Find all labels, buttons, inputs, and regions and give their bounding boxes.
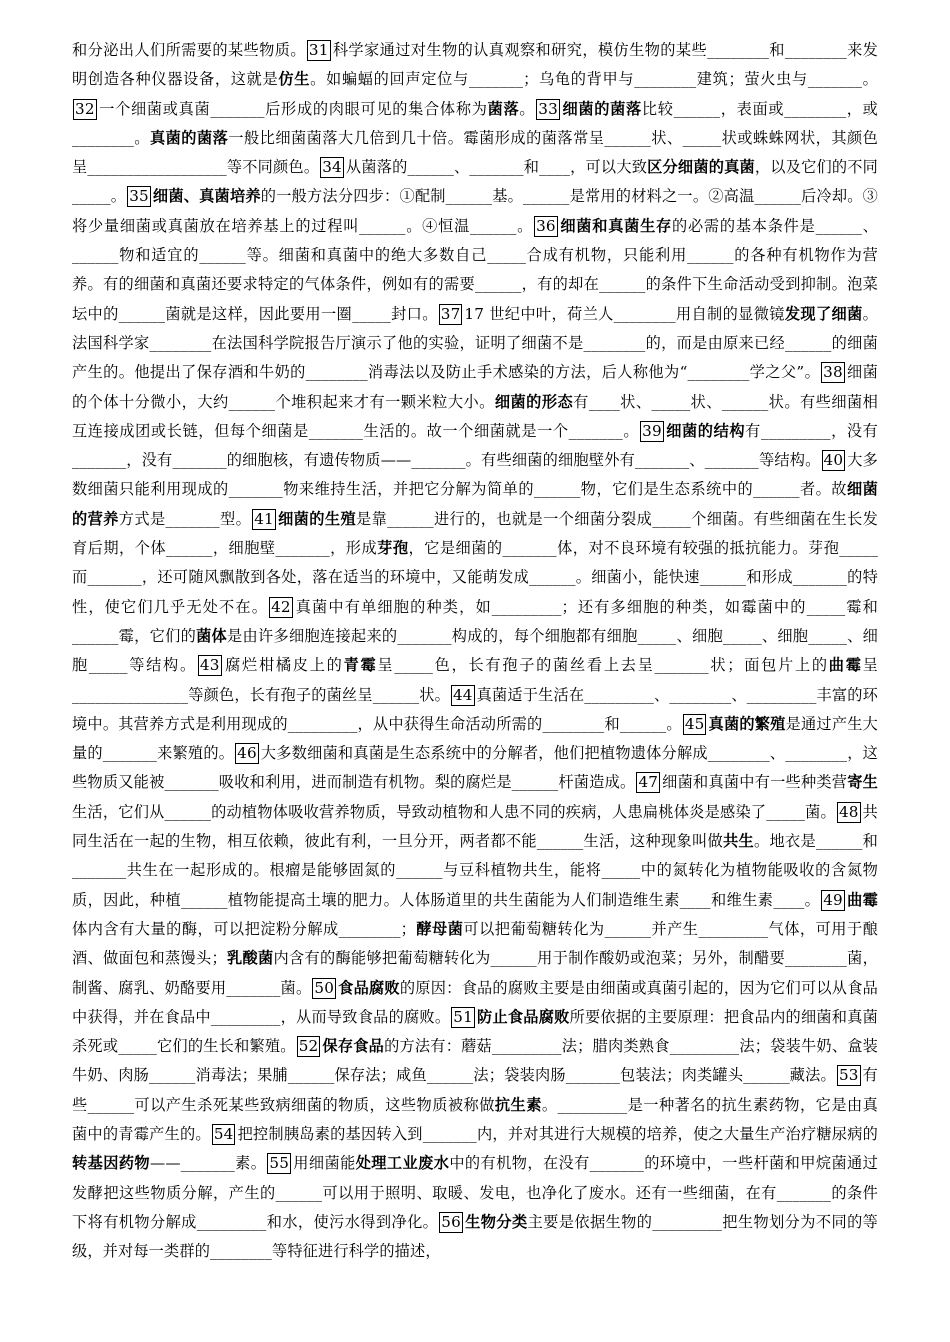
key-term: 生物分类 bbox=[464, 1212, 528, 1231]
worksheet-text bbox=[72, 36, 878, 1266]
text-run: 真菌适于生活在_________、________、_________丰富的环境中。其营养方式是利用现成的_________，从中获得生命活动所需的________和______。 bbox=[72, 685, 878, 733]
key-term: 发现了细菌 bbox=[784, 304, 863, 323]
text-run: 。法国科学家________在法国科学院报告厅演示了他的实验，证明了细菌不是________的，而是由原来已经______的细菌产生的。他提出了保存酒和牛奶的________消毒法以及防止手术感染的方法，后人称他为“________学之父”。 bbox=[72, 304, 878, 382]
question-number: 34 bbox=[322, 158, 342, 177]
text-run: 有些______可以产生杀死某些致病细菌的物质，这些物质被称做 bbox=[72, 1066, 878, 1114]
text-run: 是靠______进行的，也就是一个细菌分裂成_____个细菌。有些细菌在生长发育后期，个体______，细胞壁_______，形成 bbox=[72, 509, 879, 558]
key-term: 细菌和真菌生存 bbox=[559, 216, 673, 235]
question-number: 41 bbox=[254, 509, 274, 528]
text-run: 。_________是一种著名的抗生素药物，它是由真菌中的青霉产生的。 bbox=[72, 1095, 878, 1143]
question-number: 33 bbox=[538, 99, 558, 118]
text-run: 细菌的个体十分微小，大约______个堆积起来才有一颗米粒大小。 bbox=[72, 363, 878, 411]
question-number: 56 bbox=[441, 1212, 461, 1231]
text-run: 的必需的基本条件是______、______物和适宜的______等。细菌和真菌中的绝大多数自己_____合成有机物，只能利用______的各种有机物作为营养。有的细菌和真菌还要求特定的气体条件，例如有的需要______，有的却在______的条件下生命活动受到抑制。泡菜坛中的______菌就是这样，因此要用一圈_____封口。 bbox=[72, 216, 879, 323]
text-run: 的方法有：蘑菇_________法；腊肉类熟食_________法；袋装牛奶、盒装牛奶、肉肠______消毒法；果脯______保存法；咸鱼______法；袋装肉肠_______包装法；肉类罐头______藏法。 bbox=[72, 1037, 878, 1085]
text-run: 用细菌能 bbox=[293, 1154, 356, 1173]
text-run: 主要是依据生物的_________把生物划分为不同的等级，并对每一类群的________等特征进行科学的描述， bbox=[72, 1212, 878, 1261]
key-term: 真菌的繁殖 bbox=[708, 714, 786, 733]
key-term: 细菌的营养 bbox=[72, 480, 878, 528]
text-run: 体内含有大量的酶，可以把淀粉分解成________； bbox=[72, 919, 416, 938]
text-run: 。如蝙蝠的回声定位与_______；乌龟的背甲与________建筑；萤火虫与_______。 bbox=[310, 70, 878, 89]
text-run: ——_______素。 bbox=[150, 1154, 267, 1173]
key-term: 曲霉 bbox=[828, 656, 863, 675]
key-term: 细菌、真菌培养 bbox=[152, 187, 261, 206]
question-number: 43 bbox=[199, 656, 220, 675]
question-number: 54 bbox=[213, 1124, 234, 1143]
key-term: 防止食品腐败 bbox=[476, 1007, 570, 1026]
text-run: ，它是细菌的_______体，对不良环境有较强的抵抗能力。芽孢_____而_______，还可随风飘散到各处，落在适当的环境中，又能萌发成______。细菌小，能快速______和形成_______的特性，使它们几乎无处不在。 bbox=[72, 539, 878, 616]
text-run: 17 世纪中叶，荷兰人________用自制的显微镜 bbox=[464, 304, 785, 323]
text-run: 生活，它们从______的动植物体吸收营养物质，导致动植物和人患不同的疾病，人患扁桃体炎是感染了_____菌。 bbox=[72, 802, 836, 821]
text-run: 是由许多细胞连接起来的_______构成的，每个细胞都有细胞_____、细胞_____、细胞_____、细胞_____等结构。 bbox=[72, 626, 878, 675]
key-term: 酵母菌 bbox=[416, 919, 464, 938]
question-number: 53 bbox=[838, 1066, 859, 1085]
text-run: 共同生活在一起的生物，相互依赖，彼此有利，一旦分开，两者都不能______生活，这种现象叫做 bbox=[72, 802, 879, 851]
key-term: 仿生 bbox=[278, 70, 311, 89]
question-number: 49 bbox=[823, 890, 843, 909]
question-number: 31 bbox=[308, 41, 329, 59]
key-term: 青霉 bbox=[343, 656, 378, 675]
question-number: 52 bbox=[298, 1037, 319, 1056]
text-run: 方式是_______型。 bbox=[118, 509, 252, 528]
text-run: 比较______，表面或________，或________。 bbox=[72, 99, 878, 147]
text-run: 。地衣是______和_______共生在一起形成的。根瘤是能够固氮的______与豆科植物共生，能将_____中的氮转化为植物能吸收的含氮物质，因此，种植______植物能提高土壤的肥力。人体肠道里的共生菌能为人们制造维生素____和维生素____。 bbox=[72, 832, 878, 909]
question-number: 32 bbox=[75, 99, 95, 118]
question-number: 35 bbox=[129, 187, 149, 206]
key-term: 转基因药物 bbox=[72, 1154, 151, 1173]
text-run: 中的有机物，在没有_______的环境中，一些杆菌和甲烷菌通过发酵把这些物质分解，产生的______可以用于照明、取暖、发电，也净化了废水。还有一些细菌，在有_______的条件下将有机物分解成_________和水，使污水得到净化。 bbox=[72, 1154, 879, 1231]
question-number: 46 bbox=[237, 744, 257, 763]
key-term: 细菌的形态 bbox=[494, 392, 574, 411]
question-number: 40 bbox=[823, 451, 844, 470]
text-run: 的一般方法分四步：①配制______基。______是常用的材料之一。②高温______后冷却。③将少量细菌或真菌放在培养基上的过程叫______。④恒温______。 bbox=[72, 187, 878, 235]
key-term: 细菌的生殖 bbox=[277, 509, 357, 528]
question-number: 36 bbox=[536, 216, 556, 235]
key-term: 细菌的菌落 bbox=[561, 99, 642, 118]
question-number: 51 bbox=[453, 1007, 473, 1026]
text-run: 大多数细菌和真菌是生态系统中的分解者，他们把植物遗体分解成________、________，这些物质又能被_______吸收和利用，进而制造有机物。梨的腐烂是______杆菌造成。 bbox=[72, 744, 878, 792]
key-term: 真菌的菌落 bbox=[149, 128, 229, 147]
text-run: 有_________，没有_______，没有_______的细胞核，有遗传物质——_______。有些细菌的细胞壁外有_______、_______等结构。 bbox=[72, 421, 879, 470]
text-run: 真菌中有单细胞的种类，如_________；还有多细胞的种类，如霉菌中的_____霉和______霉，它们的 bbox=[72, 597, 878, 645]
key-term: 食品腐败 bbox=[338, 978, 400, 997]
text-run: 是通过产生大量的_______来繁殖的。 bbox=[72, 714, 879, 763]
question-number: 44 bbox=[452, 685, 473, 704]
text-run: 细菌和真菌中有一些种类营 bbox=[662, 773, 848, 792]
text-run: 和分泌出人们所需要的某些物质。 bbox=[72, 41, 306, 59]
text-run: 大多数细菌只能利用现成的_______物来维持生活，并把它分解为简单的______物，它们是生态系统中的______者。故 bbox=[72, 451, 878, 499]
text-run: 所要依据的主要原理：把食品内的细菌和真菌杀死或_____它们的生长和繁殖。 bbox=[72, 1007, 878, 1056]
key-term: 曲霉 bbox=[846, 890, 879, 909]
key-term: 乳酸菌 bbox=[226, 949, 274, 968]
text-run: 。 bbox=[519, 99, 536, 118]
text-run: 科学家通过对生物的认真观察和研究，模仿生物的某些________和________来发明创造各种仪器设备，这就是 bbox=[72, 41, 879, 89]
text-run: 从菌落的______、_______和____，可以大致 bbox=[345, 158, 648, 177]
text-run: ，以及它们的不同_____。 bbox=[72, 158, 879, 206]
key-term: 共生 bbox=[723, 832, 755, 851]
text-run: 呈_____色，长有孢子的菌丝看上去呈_______状；面包片上的 bbox=[377, 656, 829, 675]
key-term: 寄生 bbox=[847, 773, 878, 792]
key-term: 菌体 bbox=[196, 626, 228, 645]
key-term: 细菌的结构 bbox=[665, 421, 746, 440]
key-term: 抗生素 bbox=[494, 1095, 542, 1114]
key-term: 处理工业废水 bbox=[355, 1154, 450, 1173]
text-run: 可以把葡萄糖转化为______并产生_________气体，可用于酿酒、做面包和蒸馒头； bbox=[72, 919, 879, 968]
question-number: 42 bbox=[271, 597, 291, 616]
key-term: 芽孢 bbox=[377, 539, 409, 558]
key-term: 菌落 bbox=[487, 99, 520, 118]
text-run: 的原因：食品的腐败主要是由细菌或真菌引起的，因为它们可以从食品中获得，并在食品中_________，从而导致食品的腐败。 bbox=[72, 978, 878, 1026]
text-run: 一个细菌或真菌_______后形成的肉眼可见的集合体称为 bbox=[98, 99, 488, 118]
text-run: 有____状、_____状、______状。有些细菌相互连接成团或长链，但每个细菌是_______生活的。故一个细菌就是一个_______。 bbox=[72, 392, 879, 440]
question-number: 39 bbox=[642, 421, 662, 440]
question-number: 55 bbox=[269, 1154, 290, 1173]
text-run: 呈_______________等颜色，长有孢子的菌丝呈______状。 bbox=[72, 656, 878, 704]
text-run: 内含有的酶能够把葡萄糖转化为______用于制作酸奶或泡菜；另外，制醋要________菌，制酱、腐乳、奶酪要用_______菌。 bbox=[72, 949, 878, 997]
question-number: 38 bbox=[823, 363, 843, 382]
question-number: 48 bbox=[838, 802, 859, 821]
text-run: 一般比细菌菌落大几倍到几十倍。霉菌形成的菌落常呈______状、_____状或蛛蛛网状，其颜色呈__________________等不同颜色。 bbox=[72, 128, 878, 177]
key-term: 保存食品 bbox=[322, 1037, 385, 1056]
text-run: 把控制胰岛素的基因转入到_______内，并对其进行大规模的培养，使之大量生产治疗糖尿病的 bbox=[237, 1124, 878, 1143]
question-number: 45 bbox=[684, 714, 705, 733]
key-term: 区分细菌的真菌 bbox=[647, 158, 755, 177]
question-number: 37 bbox=[440, 304, 461, 323]
question-number: 50 bbox=[314, 978, 335, 997]
question-number: 47 bbox=[638, 773, 659, 792]
text-run: 腐烂柑橘皮上的 bbox=[223, 656, 344, 675]
